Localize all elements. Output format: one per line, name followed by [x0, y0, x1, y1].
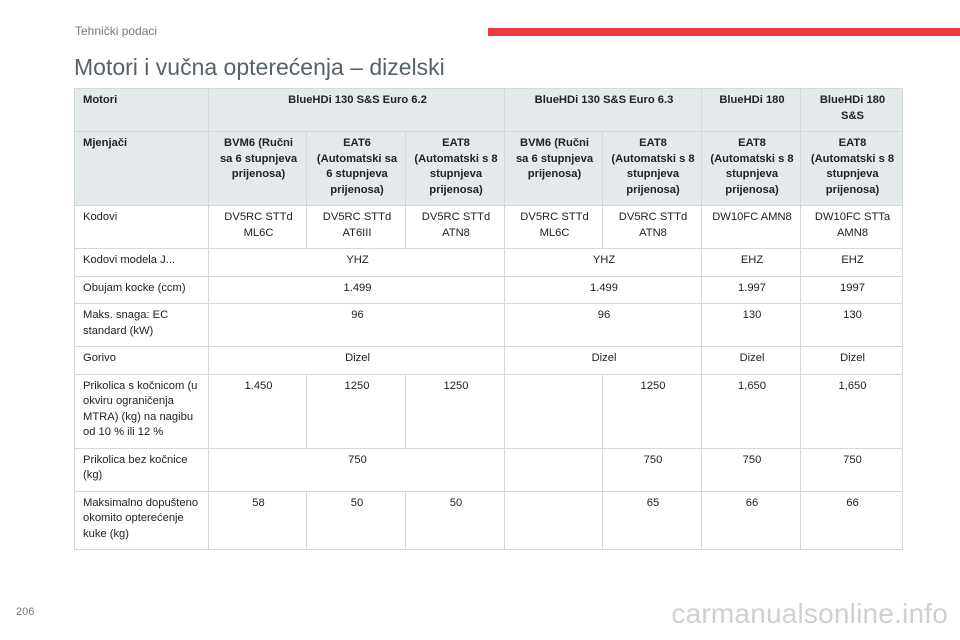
table-cell: 50 — [307, 491, 406, 550]
table-cell: BlueHDi 130 S&S Euro 6.3 — [505, 89, 702, 132]
table-cell: 750 — [603, 448, 702, 491]
table-cell — [505, 374, 603, 448]
table-cell: 130 — [702, 304, 801, 347]
table-cell: DV5RC STTd ML6C — [209, 206, 307, 249]
watermark: carmanualsonline.info — [671, 598, 948, 629]
row-label: Prikolica bez kočnice (kg) — [75, 448, 209, 491]
table-cell: YHZ — [505, 249, 702, 277]
row-label: Kodovi — [75, 206, 209, 249]
table-cell: 65 — [603, 491, 702, 550]
row-label: Maksimalno dopušteno okomito opterećenje kuke (kg) — [75, 491, 209, 550]
table-cell: 750 — [209, 448, 505, 491]
section-header: Tehnički podaci — [75, 24, 158, 38]
table-cell: 750 — [801, 448, 903, 491]
table-cell: 66 — [801, 491, 903, 550]
page-title: Motori i vučna opterećenja – dizelski — [74, 54, 445, 80]
table-cell: 1,650 — [801, 374, 903, 448]
table-cell: DV5RC STTd ATN8 — [603, 206, 702, 249]
table-row-codes — [75, 206, 903, 249]
table-cell: DV5RC STTd ML6C — [505, 206, 603, 249]
table-cell: BlueHDi 180 S&S — [801, 89, 903, 132]
table-cell: DV5RC STTd ATN8 — [406, 206, 505, 249]
table-cell: BlueHDi 130 S&S Euro 6.2 — [209, 89, 505, 132]
table-cell: BVM6 (Ručni sa 6 stupnjeva prijenosa) — [505, 132, 603, 206]
table-cell: 50 — [406, 491, 505, 550]
table-cell: DW10FC AMN8 — [702, 206, 801, 249]
row-label: Gorivo — [75, 347, 209, 375]
table-cell: EAT8 (Automatski s 8 stupnjeva prijenosa) — [702, 132, 801, 206]
table-cell: 1.499 — [209, 276, 505, 304]
table-cell: EAT6 (Automatski sa 6 stupnjeva prijenosa) — [307, 132, 406, 206]
table-cell: 1997 — [801, 276, 903, 304]
table-row-displacement — [75, 276, 903, 304]
table-cell: Dizel — [702, 347, 801, 375]
table-cell: BlueHDi 180 — [702, 89, 801, 132]
table-cell: 750 — [702, 448, 801, 491]
table-row-braked-trailer — [75, 374, 903, 448]
table-cell: 96 — [505, 304, 702, 347]
table-row-gearboxes — [75, 132, 903, 206]
table-cell: 96 — [209, 304, 505, 347]
table-cell: Dizel — [801, 347, 903, 375]
row-label: Obujam kocke (ccm) — [75, 276, 209, 304]
page-number: 206 — [16, 606, 35, 618]
table-cell: EAT8 (Automatski s 8 stupnjeva prijenosa) — [603, 132, 702, 206]
table-cell: DV5RC STTd AT6III — [307, 206, 406, 249]
table-cell: 1250 — [603, 374, 702, 448]
engine-specs-table — [74, 88, 903, 550]
table-cell: EAT8 (Automatski s 8 stupnjeva prijenosa) — [406, 132, 505, 206]
table-cell: 1.997 — [702, 276, 801, 304]
table-row-nose-weight — [75, 491, 903, 550]
row-label: Mjenjači — [75, 132, 209, 206]
row-label: Motori — [75, 89, 209, 132]
table-cell: EHZ — [801, 249, 903, 277]
table-cell: Dizel — [505, 347, 702, 375]
table-cell: 58 — [209, 491, 307, 550]
table-row-power — [75, 304, 903, 347]
table-cell: 1.450 — [209, 374, 307, 448]
row-label: Kodovi modela J... — [75, 249, 209, 277]
table-cell: Dizel — [209, 347, 505, 375]
table-cell: YHZ — [209, 249, 505, 277]
table-cell: 1.499 — [505, 276, 702, 304]
row-label: Maks. snaga: EC standard (kW) — [75, 304, 209, 347]
table-row-model-codes — [75, 249, 903, 277]
table-row-engines — [75, 89, 903, 132]
header-accent-bar — [488, 28, 960, 36]
table-cell: BVM6 (Ručni sa 6 stupnjeva prijenosa) — [209, 132, 307, 206]
table-cell: 66 — [702, 491, 801, 550]
row-label: Prikolica s kočnicom (u okviru ograničenja MTRA) (kg) na nagibu od 10 % ili 12 % — [75, 374, 209, 448]
table-row-unbraked-trailer — [75, 448, 903, 491]
table-cell: EHZ — [702, 249, 801, 277]
table-cell: 1,650 — [702, 374, 801, 448]
table-cell: 1250 — [406, 374, 505, 448]
table-cell — [505, 491, 603, 550]
table-cell — [505, 448, 603, 491]
table-cell: EAT8 (Automatski s 8 stupnjeva prijenosa) — [801, 132, 903, 206]
table-cell: 130 — [801, 304, 903, 347]
table-cell: 1250 — [307, 374, 406, 448]
table-row-fuel — [75, 347, 903, 375]
table-cell: DW10FC STTa AMN8 — [801, 206, 903, 249]
